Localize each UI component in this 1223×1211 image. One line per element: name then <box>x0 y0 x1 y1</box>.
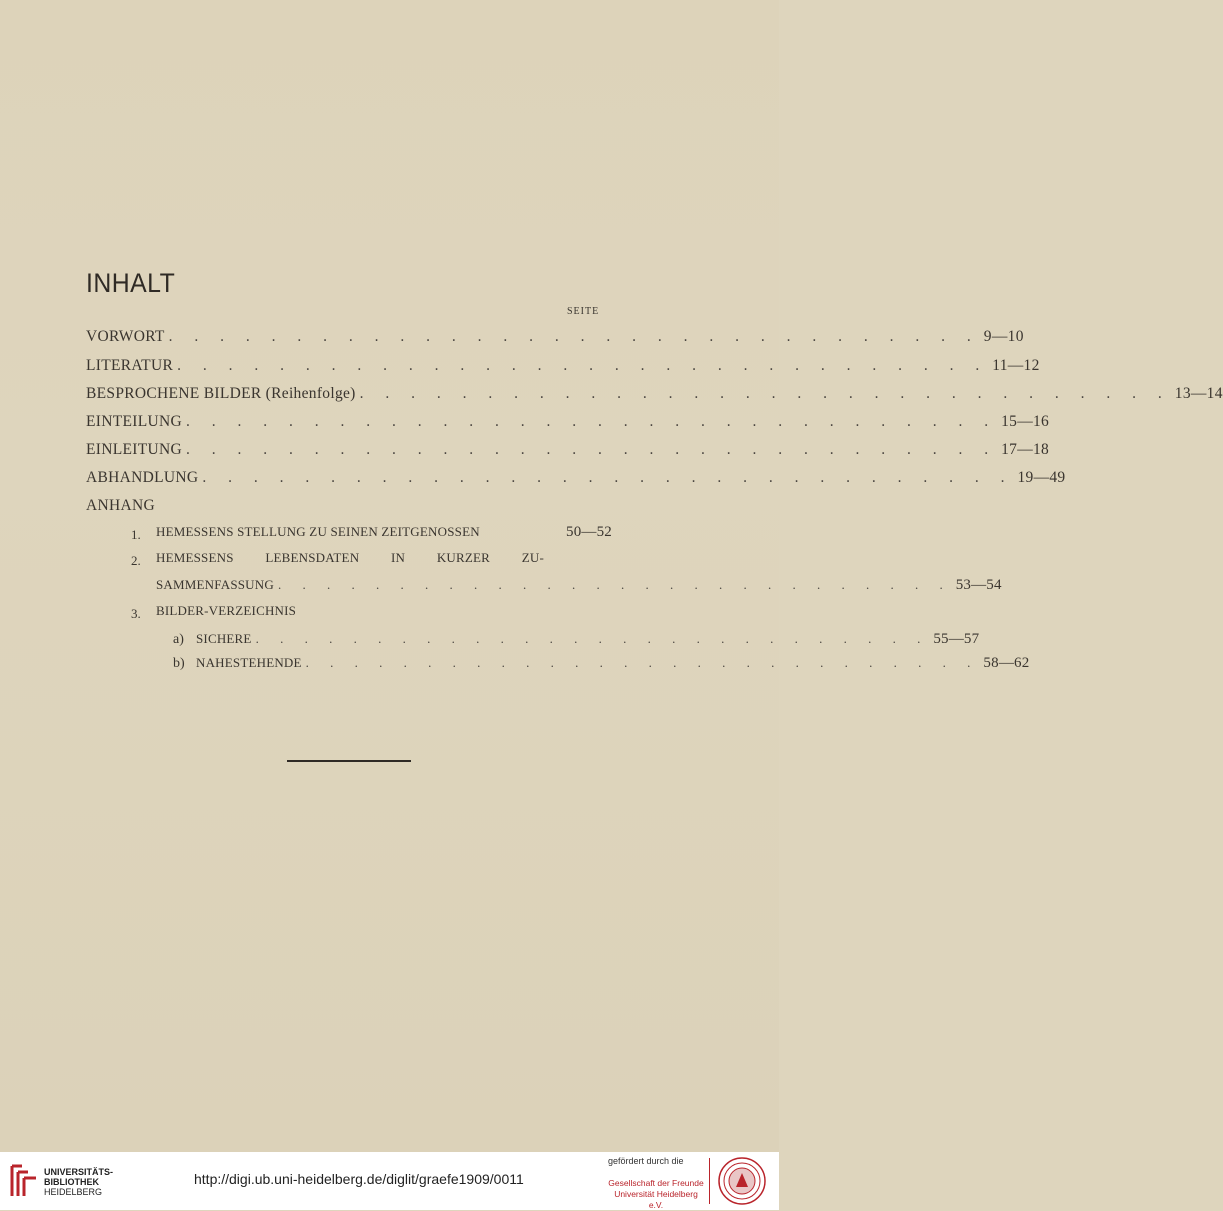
toc-entry-pages: 17—18 <box>1001 441 1050 458</box>
library-logo-icon <box>8 1162 40 1200</box>
leader-dots: . . . . . . . . . . . . . . . . . . . . . . . . . . . . . . . . <box>177 357 989 374</box>
toc-entry-label: LITERATUR <box>86 357 174 374</box>
library-name-line2: BIBLIOTHEK <box>44 1177 99 1187</box>
toc-entry-pages: 53—54 <box>955 577 1002 593</box>
footer-bar <box>0 1152 779 1210</box>
toc-entry-pages: 9—10 <box>983 328 1024 345</box>
sponsor-line1: Gesellschaft der Freunde <box>608 1178 704 1188</box>
toc-subsubentry-sichere <box>196 631 980 648</box>
toc-subentry-hemessens-lebensdaten <box>156 577 1002 594</box>
toc-entry-label: BESPROCHENE BILDER (Reihenfolge) <box>86 385 356 402</box>
toc-entry-einleitung <box>86 441 1050 459</box>
library-name <box>44 1167 113 1197</box>
library-name-line1: UNIVERSITÄTS- <box>44 1167 114 1177</box>
university-seal-icon <box>717 1156 767 1206</box>
toc-subentry-hemessens-stellung <box>156 524 612 541</box>
toc-entry-label: SICHERE <box>196 631 252 646</box>
library-name-line3: HEIDELBERG <box>44 1187 103 1197</box>
toc-entry-label: NAHESTEHENDE <box>196 655 302 670</box>
closing-rule <box>287 760 411 762</box>
toc-entry-pages: 13—14 <box>1174 385 1223 402</box>
toc-subentry-number: 2. <box>131 553 141 568</box>
toc-entry-pages: 15—16 <box>1001 413 1050 430</box>
toc-entry-label: SAMMENFASSUNG <box>156 577 274 592</box>
leader-dots: . . . . . . . . . . . . . . . . . . . . . . . . . . . . . . . . <box>185 441 998 458</box>
leader-dots: . . . . . . . . . . . . . . . . . . . . . . . . . . . . . . . . <box>168 328 980 345</box>
toc-entry-anhang: ANHANG <box>86 497 155 514</box>
leader-dots: . . . . . . . . . . . . . . . . . . . . . . . . . . . . . . . . <box>359 385 1171 402</box>
toc-subentry-bilder-verzeichnis: BILDER-VERZEICHNIS <box>156 603 297 618</box>
toc-entry-label: HEMESSENS STELLUNG ZU SEINEN ZEITGENOSSEN <box>156 524 480 539</box>
leader-dots: . . . . . . . . . . . . . . . . . . . . . . . . . . . . . . . . <box>202 469 1014 486</box>
toc-entry-label: EINLEITUNG <box>86 441 182 458</box>
sponsor-intro: gefördert durch die <box>608 1156 684 1166</box>
toc-entry-literatur <box>86 357 1040 375</box>
toc-entry-pages: 55—57 <box>933 631 980 647</box>
sponsor-block <box>606 1156 706 1211</box>
toc-entry-label: EINTEILUNG <box>86 413 182 430</box>
leader-dots: . . . . . . . . . . . . . . . . . . . . . . . . . . . . . . . . <box>185 413 998 430</box>
leader-dots: . . . . . . . . . . . . . . . . . . . . . . . . . . . . <box>305 655 980 670</box>
toc-entry-pages: 11—12 <box>992 357 1040 374</box>
leader-dots: . . . . . . . . . . . . . . . . . . . . . . . . . . . . <box>277 577 952 592</box>
toc-entry-vorwort <box>86 328 1024 346</box>
toc-entry-besprochene-bilder <box>86 385 1223 403</box>
toc-subsubentry-letter: b) <box>173 656 185 671</box>
page-column-header: SEITE <box>567 306 600 317</box>
toc-entry-abhandlung <box>86 469 1066 487</box>
toc-entry-einteilung <box>86 413 1050 431</box>
page-title: INHALT <box>86 268 176 298</box>
toc-subentry-number: 1. <box>131 527 141 542</box>
toc-entry-pages: 50—52 <box>566 524 612 540</box>
toc-entry-pages: 58—62 <box>983 655 1030 671</box>
toc-entry-pages: 19—49 <box>1017 469 1066 486</box>
footer-divider <box>709 1158 710 1204</box>
toc-entry-label: VORWORT <box>86 328 165 345</box>
toc-subentry-label-line1: HEMESSENS LEBENSDATEN IN KURZER ZU- <box>156 550 544 565</box>
sponsor-line2: Universität Heidelberg e.V. <box>614 1189 698 1210</box>
toc-subentry-number: 3. <box>131 606 141 621</box>
toc-subsubentry-nahestehende <box>196 655 1030 672</box>
permalink-url[interactable]: http://digi.ub.uni-heidelberg.de/diglit/graefe1909/0011 <box>194 1171 524 1187</box>
leader-dots: . . . . . . . . . . . . . . . . . . . . . . . . . . . . <box>255 631 930 646</box>
toc-subsubentry-letter: a) <box>173 632 184 647</box>
toc-entry-label: ABHANDLUNG <box>86 469 199 486</box>
